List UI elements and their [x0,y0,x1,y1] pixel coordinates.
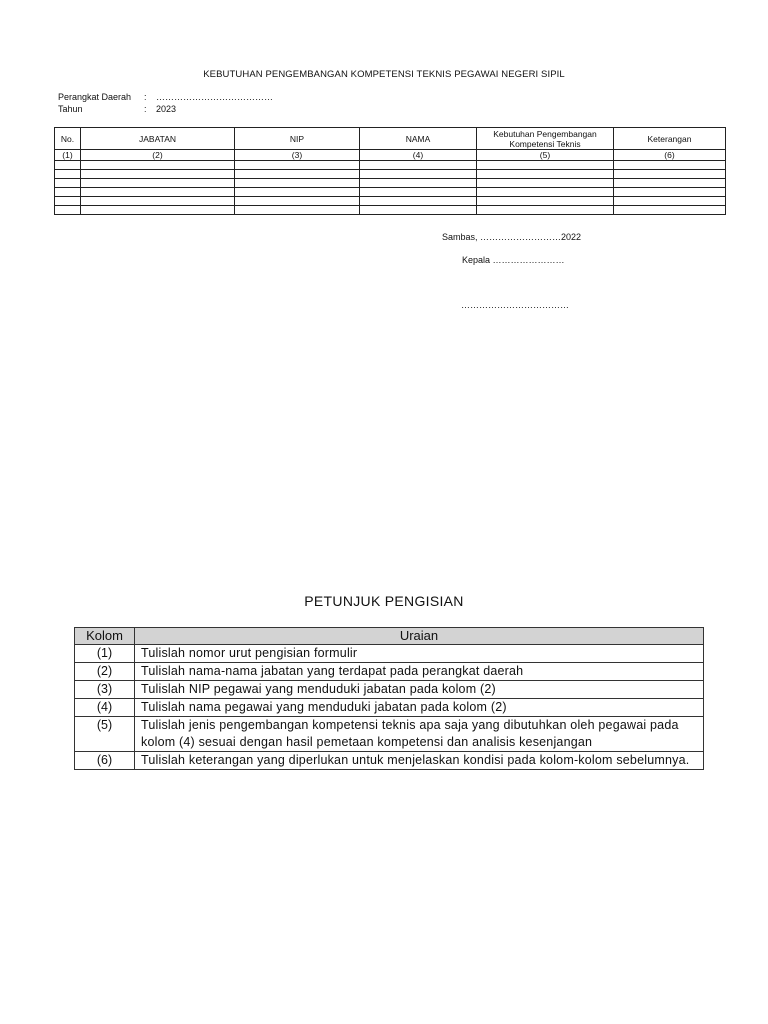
table-cell [360,179,477,188]
guide-uraian: Tulislah keterangan yang diperlukan untuk menjelaskan kondisi pada kolom-kolom sebelumnya. [135,752,704,770]
table-cell [55,206,81,215]
meta-label: Perangkat Daerah [58,92,132,102]
table-row [55,188,726,197]
meta-separator: : [144,104,147,114]
header-kolom: Kolom [75,628,135,645]
guide-kolom: (3) [75,681,135,699]
guide-table [74,627,704,770]
table-cell [55,179,81,188]
signature-place-date: Sambas, ………………………2022 [442,232,582,242]
guide-row [75,663,704,681]
meta-perangkat-daerah [58,92,273,102]
guide-kolom: (1) [75,645,135,663]
meta-label: Tahun [58,104,83,114]
guide-kolom: (4) [75,699,135,717]
table-cell [477,206,614,215]
table-cell [477,179,614,188]
guide-uraian: Tulislah nama-nama jabatan yang terdapat pada perangkat daerah [135,663,704,681]
header-nama: NAMA [360,128,477,150]
table-cell [477,188,614,197]
table-cell [614,206,726,215]
meta-value: 2023 [156,104,177,114]
column-number: (5) [477,150,614,161]
guide-row [75,717,704,752]
table-cell [360,161,477,170]
meta-value: ………………………………… [156,92,273,102]
header-no: No. [55,128,81,150]
table-cell [360,197,477,206]
table-cell [81,170,235,179]
column-number: (6) [614,150,726,161]
table-cell [81,197,235,206]
guide-kolom: (5) [75,717,135,752]
table-row [55,179,726,188]
table-cell [55,170,81,179]
table-cell [81,206,235,215]
table-cell [614,170,726,179]
meta-tahun [58,104,176,114]
guide-uraian: Tulislah nama pegawai yang menduduki jabatan pada kolom (2) [135,699,704,717]
table-cell [55,161,81,170]
table-cell [235,206,360,215]
guide-row [75,699,704,717]
table-row [55,170,726,179]
guide-title: PETUNJUK PENGISIAN [304,593,464,609]
header-kebutuhan: Kebutuhan Pengembangan Kompetensi Teknis [477,128,614,150]
table-cell [55,188,81,197]
table-cell [235,197,360,206]
table-cell [360,206,477,215]
document-title: KEBUTUHAN PENGEMBANGAN KOMPETENSI TEKNIS PEGAWAI NEGERI SIPIL [203,69,565,80]
column-number: (3) [235,150,360,161]
header-nip: NIP [235,128,360,150]
table-row [55,197,726,206]
table-row [55,161,726,170]
guide-kolom: (2) [75,663,135,681]
guide-uraian: Tulislah jenis pengembangan kompetensi teknis apa saja yang dibutuhkan oleh pegawai pada kolom (4) sesuai dengan hasil pemetaan kompetensi dan analisis kesenjangan [135,717,704,752]
column-number: (1) [55,150,81,161]
guide-row [75,681,704,699]
column-number: (4) [360,150,477,161]
column-number: (2) [81,150,235,161]
table-cell [614,161,726,170]
table-cell [360,170,477,179]
table-cell [477,161,614,170]
header-keterangan: Keterangan [614,128,726,150]
table-cell [614,188,726,197]
guide-uraian: Tulislah NIP pegawai yang menduduki jabatan pada kolom (2) [135,681,704,699]
table-cell [235,161,360,170]
table-cell [360,188,477,197]
guide-row [75,752,704,770]
table-cell [81,188,235,197]
table-cell [477,170,614,179]
table-cell [81,161,235,170]
signature-name-line: ……………………………… [461,300,569,310]
guide-row [75,645,704,663]
table-cell [477,197,614,206]
guide-uraian: Tulislah nomor urut pengisian formulir [135,645,704,663]
table-cell [81,179,235,188]
meta-separator: : [144,92,147,102]
table-row [55,206,726,215]
table-cell [235,179,360,188]
guide-kolom: (6) [75,752,135,770]
header-jabatan: JABATAN [81,128,235,150]
table-cell [614,197,726,206]
table-cell [55,197,81,206]
signature-kepala: Kepala …………………… [462,255,565,265]
form-table [54,127,726,215]
header-uraian: Uraian [135,628,704,645]
table-cell [235,188,360,197]
table-cell [235,170,360,179]
table-cell [614,179,726,188]
